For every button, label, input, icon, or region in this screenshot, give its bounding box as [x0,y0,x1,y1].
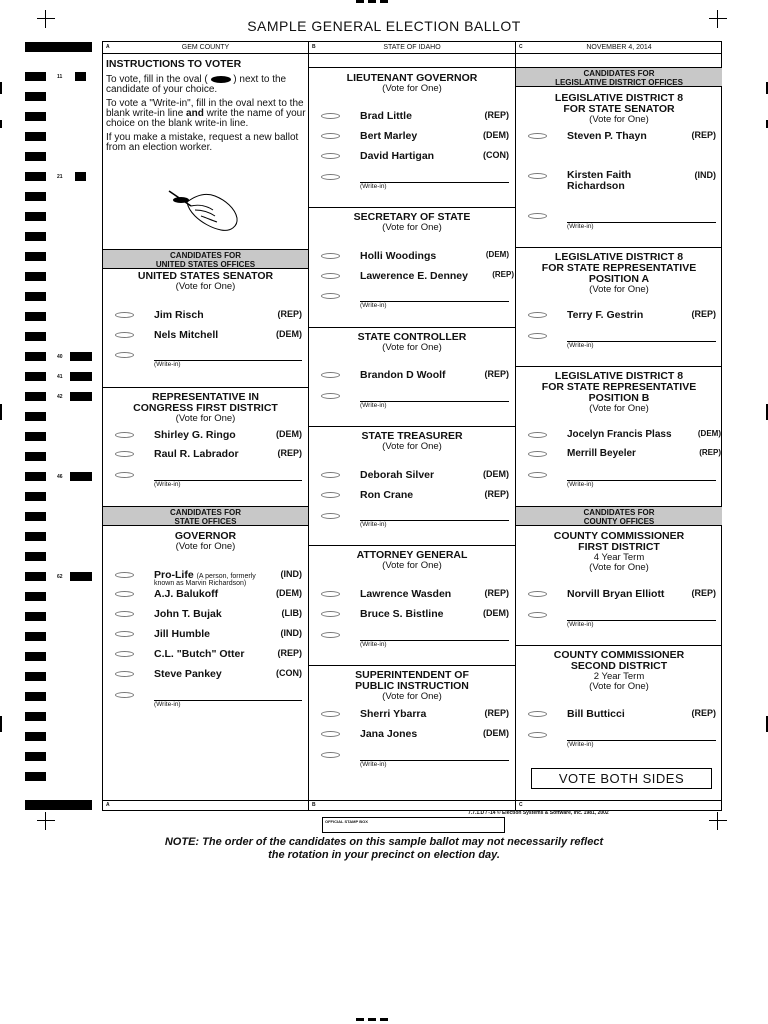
candidate-norvill-elliott[interactable] [516,588,722,602]
vote-oval[interactable] [115,332,134,338]
vote-for-one: (Vote for One) [589,681,649,692]
candidate-party: (DEM) [483,608,509,618]
race-divider [516,247,722,248]
candidate-david-hartigan[interactable] [309,150,515,164]
candidate-party: (DEM) [276,429,302,439]
write-in-treasurer[interactable] [309,510,515,524]
candidate-party: (DEM) [276,588,302,598]
candidate-name: Bill Butticci [567,708,625,720]
election-date: NOVEMBER 4, 2014 [586,44,652,51]
timing-mark [25,512,46,521]
write-in-label: (Write-in) [360,402,387,409]
race-divider [309,67,515,68]
timing-mark [25,132,46,141]
candidate-deborah-silver[interactable] [309,469,515,483]
edge-mark [0,120,2,128]
vote-oval[interactable] [321,492,340,498]
write-in-label: (Write-in) [154,701,181,708]
race-divider [309,665,515,666]
write-in-label: (Write-in) [360,183,387,190]
candidate-name: Shirley G. Ringo [154,429,236,441]
row-number: 42 [57,394,63,400]
state-name: STATE OF IDAHO [383,44,441,51]
candidate-bert-marley[interactable] [309,130,515,144]
race-divider [309,426,515,427]
row-mark [75,172,86,181]
column-a-footer: A [103,800,308,810]
vote-oval[interactable] [528,173,547,179]
timing-mark [25,592,46,601]
race-divider [516,366,722,367]
candidate-name: Norvill Bryan Elliott [567,588,665,600]
vote-oval[interactable] [321,591,340,597]
race-title: SECRETARY OF STATE [353,211,471,223]
ballot-title: SAMPLE GENERAL ELECTION BALLOT [247,18,521,34]
candidate-shirley-ringo[interactable] [103,429,308,443]
vote-oval[interactable] [115,451,134,457]
vote-oval[interactable] [115,692,134,698]
write-in-label: (Write-in) [154,481,181,488]
vote-oval[interactable] [321,372,340,378]
candidate-party: (REP) [484,588,509,598]
candidate-party: (REP) [492,270,514,279]
candidate-party: (REP) [699,448,721,457]
registration-crosshair-bottom-right [709,812,727,830]
race-divider [309,327,515,328]
candidate-name: Holli Woodings [360,250,437,262]
column-c-footer: C [516,800,722,810]
vote-oval[interactable] [528,472,547,478]
race-title: UNITED STATES SENATOR [137,270,274,282]
vote-for-one: (Vote for One) [382,691,442,702]
candidate-party: (IND) [694,170,716,180]
race-divider [309,545,515,546]
candidate-name: Bert Marley [360,130,418,142]
candidate-name: Brad Little [360,110,412,122]
edge-mark [0,404,2,420]
column-letter: C [519,44,523,50]
candidate-holli-woodings[interactable] [309,250,515,264]
vote-for-one: (Vote for One) [175,281,236,292]
candidate-aj-balukoff[interactable] [103,588,308,602]
vote-oval[interactable] [528,732,547,738]
vote-oval[interactable] [321,632,340,638]
candidate-steven-thayn[interactable] [516,130,722,144]
candidate-party: (REP) [484,110,509,120]
race-title: COUNTY COMMISSIONER FIRST DISTRICT [553,530,685,553]
candidate-party: (IND) [280,628,302,638]
race-governor [103,531,308,552]
candidate-name: Deborah Silver [360,469,435,481]
candidate-party: (REP) [691,588,716,598]
write-in-label: (Write-in) [360,641,387,648]
timing-mark [25,612,46,621]
bottom-center-mark [380,1018,388,1021]
vote-for-one: (Vote for One) [589,403,649,414]
candidate-kirsten-richardson[interactable] [516,170,722,196]
race-state-rep-b-d8 [516,371,722,414]
category-federal-header: CANDIDATES FOR UNITED STATES OFFICES [103,249,308,269]
timing-mark [25,112,46,121]
category-state-header: CANDIDATES FOR STATE OFFICES [103,506,308,526]
top-center-mark [356,0,364,3]
vote-oval[interactable] [321,472,340,478]
candidate-name: Jill Humble [154,628,211,640]
row-number: 40 [57,354,63,360]
write-in-label: (Write-in) [360,521,387,528]
row-mark [70,472,92,481]
timing-mark [25,712,46,721]
candidate-party: (REP) [691,708,716,718]
timing-mark [25,292,46,301]
write-in-label: (Write-in) [567,342,594,349]
candidate-merrill-beyeler[interactable] [516,448,722,462]
timing-mark [25,172,46,181]
vote-oval[interactable] [115,432,134,438]
vote-oval[interactable] [321,752,340,758]
instructions-p1: To vote, fill in the oval ( ) next to the candidate of your choice. [106,74,287,95]
candidate-ron-crane[interactable] [309,489,515,503]
timing-mark [25,572,46,581]
candidate-name: Pro-Life (A person, formerly [154,569,256,581]
timing-mark [25,192,46,201]
candidate-name: Kirsten Faith Richardson [567,169,632,192]
candidate-party: (DEM) [276,329,302,339]
timing-mark [25,232,46,241]
hand-filling-oval-icon [161,188,245,238]
instructions-p3: If you make a mistake, request a new ballot from an election worker. [106,132,299,153]
bottom-center-mark [356,1018,364,1021]
candidate-party: (REP) [277,448,302,458]
top-center-mark [368,0,376,3]
row-mark [70,572,92,581]
race-lt-governor [309,73,515,94]
registration-crosshair-bottom-left [37,812,55,830]
timing-mark [25,772,46,781]
candidate-raul-labrador[interactable] [103,448,308,462]
row-mark [70,352,92,361]
column-a-header [103,42,308,54]
candidate-name: Sherri Ybarra [360,708,427,720]
vote-oval[interactable] [321,253,340,259]
column-c-header [516,42,722,54]
candidate-party: (REP) [484,369,509,379]
row-number: 21 [57,174,63,180]
candidate-jocelyn-plass[interactable] [516,429,722,443]
vote-for-one: (Vote for One) [382,560,442,571]
race-title: LEGISLATIVE DISTRICT 8 FOR STATE REPRESENTATIVE POSITION A [541,251,697,285]
voter-instructions [106,58,306,153]
column-b-footer: B [309,800,515,810]
candidate-name: David Hartigan [360,150,435,162]
vote-oval[interactable] [115,651,134,657]
candidate-party: (DEM) [483,130,509,140]
timing-mark [25,152,46,161]
vote-oval[interactable] [528,213,547,219]
candidate-party: (CON) [483,150,509,160]
candidate-party: (REP) [484,489,509,499]
vote-oval[interactable] [321,731,340,737]
write-in-label: (Write-in) [567,481,594,488]
timing-mark [25,352,46,361]
term-length: 4 Year Term [593,552,645,563]
row-number: 11 [57,74,63,80]
candidate-name: Jocelyn Francis Plass [567,429,672,440]
race-title: STATE CONTROLLER [357,331,467,343]
vote-for-one: (Vote for One) [589,562,649,573]
candidate-name: Ron Crane [360,489,414,501]
vote-for-one: (Vote for One) [589,284,649,295]
vote-oval[interactable] [321,273,340,279]
vote-oval[interactable] [115,591,134,597]
vote-oval[interactable] [321,711,340,717]
candidate-name: Steven P. Thayn [567,130,647,142]
column-c [516,42,722,810]
race-state-treasurer [309,431,515,452]
timing-mark-bottom [25,800,92,810]
column-a [103,42,309,810]
race-superintendent [309,670,515,702]
candidate-name: Jim Risch [154,309,204,321]
vote-oval[interactable] [528,432,547,438]
write-in-label: (Write-in) [360,302,387,309]
timing-mark-top [25,42,92,52]
timing-mark [25,432,46,441]
edge-mark [0,82,2,94]
candidate-party: (REP) [484,708,509,718]
vote-oval[interactable] [528,133,547,139]
race-state-controller [309,332,515,353]
timing-mark [25,532,46,541]
vote-for-one: (Vote for One) [589,114,649,125]
candidate-party: (DEM) [485,250,509,259]
vote-oval[interactable] [321,113,340,119]
filled-oval-icon [211,76,231,83]
bottom-center-mark [368,1018,376,1021]
vote-both-sides-notice: VOTE BOTH SIDES [531,768,712,789]
write-in-label: (Write-in) [154,361,181,368]
race-congress [103,392,308,424]
candidate-party: (IND) [280,569,302,579]
candidate-party: (DEM) [697,429,721,438]
candidate-party: (DEM) [483,728,509,738]
candidate-pro-life[interactable] [103,569,308,589]
candidate-name: A.J. Balukoff [154,588,219,600]
timing-mark [25,72,46,81]
race-state-senator-d8 [516,93,722,125]
write-in-label: (Write-in) [360,761,387,768]
candidate-name: Lawrence Wasden [360,588,452,600]
candidate-bill-butticci[interactable] [516,708,722,722]
candidate-name: Merrill Beyeler [567,448,636,459]
vote-for-one: (Vote for One) [382,441,442,452]
race-title: LEGISLATIVE DISTRICT 8 FOR STATE REPRESENTATIVE POSITION B [541,370,697,404]
instructions-p2: To vote a "Write-in", fill in the oval next to the blank write-in line and write the name of your choice on the blank write-in line. [106,98,306,129]
timing-mark [25,652,46,661]
category-legislative-header: CANDIDATES FOR LEGISLATIVE DISTRICT OFFICES [516,67,722,87]
race-title: GOVERNOR [174,530,237,542]
vote-oval[interactable] [115,611,134,617]
candidate-note: known as Marvin Richardson) [154,580,247,587]
race-secretary-of-state [309,212,515,233]
race-divider [516,645,722,646]
candidate-name: Brandon D Woolf [360,369,446,381]
vote-oval[interactable] [115,472,134,478]
candidate-jim-risch[interactable] [103,309,308,323]
row-mark [70,392,92,401]
race-us-senator [103,271,308,292]
candidate-lawrence-wasden[interactable] [309,588,515,602]
race-divider [309,207,515,208]
candidate-butch-otter[interactable] [103,648,308,662]
race-state-rep-a-d8 [516,252,722,295]
candidate-name: John T. Bujak [154,608,222,620]
candidate-party: (LIB) [281,608,302,618]
timing-mark [25,552,46,561]
timing-mark [25,272,46,281]
row-number: 46 [57,474,63,480]
vote-oval[interactable] [321,393,340,399]
timing-mark [25,752,46,761]
vote-for-one: (Vote for One) [382,83,442,94]
candidate-terry-gestrin[interactable] [516,309,722,323]
timing-mark [25,692,46,701]
candidate-john-bujak[interactable] [103,608,308,622]
term-length: 2 Year Term [593,671,645,682]
race-divider [103,387,308,388]
candidate-sherri-ybarra[interactable] [309,708,515,722]
vote-oval[interactable] [528,451,547,457]
race-title: LIEUTENANT GOVERNOR [346,72,478,84]
timing-mark [25,472,46,481]
write-in-label: (Write-in) [567,223,594,230]
candidate-steve-pankey[interactable] [103,668,308,682]
timing-mark [25,392,46,401]
vote-for-one: (Vote for One) [382,222,442,233]
column-letter: B [312,44,316,50]
candidate-name: Jana Jones [360,728,418,740]
vote-oval[interactable] [528,333,547,339]
county-name: GEM COUNTY [181,44,230,51]
rotation-note: NOTE: The order of the candidates on this sample ballot may not necessarily reflect the rotation in your precinct on election day. [164,836,604,861]
timing-mark [25,372,46,381]
instructions-heading: INSTRUCTIONS TO VOTER [106,58,242,70]
vote-oval[interactable] [321,513,340,519]
candidate-name: C.L. "Butch" Otter [154,648,245,660]
timing-mark [25,632,46,641]
vote-oval[interactable] [321,174,340,180]
edge-mark [0,716,2,732]
candidate-name: Steve Pankey [154,668,222,680]
vote-oval[interactable] [115,631,134,637]
candidate-party: (DEM) [483,469,509,479]
vote-oval[interactable] [321,133,340,139]
top-center-mark [380,0,388,3]
vote-for-one: (Vote for One) [175,541,236,552]
candidate-jana-jones[interactable] [309,728,515,742]
timing-mark [25,412,46,421]
race-title: COUNTY COMMISSIONER SECOND DISTRICT [553,649,685,672]
race-commissioner-1 [516,531,722,573]
candidate-bruce-bistline[interactable] [309,608,515,622]
timing-mark [25,212,46,221]
vote-oval[interactable] [321,611,340,617]
race-title: SUPERINTENDENT OF PUBLIC INSTRUCTION [355,669,469,692]
candidate-name: Raul R. Labrador [154,448,239,460]
candidate-brad-little[interactable] [309,110,515,124]
official-stamp-box: OFFICIAL STAMP BOX [322,817,505,833]
race-attorney-general [309,550,515,571]
row-mark [70,372,92,381]
timing-mark [25,492,46,501]
timing-mark [25,332,46,341]
registration-crosshair-top-left [37,10,55,28]
write-in-label: (Write-in) [567,741,594,748]
candidate-party: (REP) [277,309,302,319]
candidate-jill-humble[interactable] [103,628,308,642]
vote-for-one: (Vote for One) [382,342,442,353]
write-in-label: (Write-in) [567,621,594,628]
column-letter: A [106,44,110,50]
race-title: LEGISLATIVE DISTRICT 8 FOR STATE SENATOR [554,92,684,115]
candidate-nels-mitchell[interactable] [103,329,308,343]
category-county-header: CANDIDATES FOR COUNTY OFFICES [516,506,722,526]
row-number: 62 [57,574,63,580]
candidate-brandon-woolf[interactable] [309,369,515,383]
registration-crosshair-top-right [709,10,727,28]
candidate-party: (CON) [276,668,302,678]
vote-oval[interactable] [321,153,340,159]
race-title: STATE TREASURER [361,430,463,442]
candidate-name: Terry F. Gestrin [567,309,644,321]
copyright-line: 7.7.1.D / -14 © Election Systems & Software, Inc. 1981, 2002 [468,810,609,816]
race-commissioner-2 [516,650,722,692]
vote-oval[interactable] [528,591,547,597]
timing-mark [25,452,46,461]
vote-oval[interactable] [115,671,134,677]
race-title: REPRESENTATIVE IN CONGRESS FIRST DISTRICT [133,391,278,414]
candidate-name: Nels Mitchell [154,329,219,341]
candidate-lawerence-denney[interactable] [309,270,515,284]
row-mark [75,72,86,81]
timing-mark [25,312,46,321]
timing-mark [25,92,46,101]
vote-oval[interactable] [528,711,547,717]
column-b [309,42,516,810]
vote-for-one: (Vote for One) [175,413,236,424]
candidate-party: (REP) [691,130,716,140]
vote-oval[interactable] [115,572,134,578]
vote-oval[interactable] [115,352,134,358]
candidate-name: Bruce S. Bistline [360,608,444,620]
row-number: 41 [57,374,63,380]
vote-oval[interactable] [115,312,134,318]
vote-oval[interactable] [321,293,340,299]
vote-oval[interactable] [528,312,547,318]
candidate-party: (REP) [691,309,716,319]
timing-mark [25,252,46,261]
vote-oval[interactable] [528,612,547,618]
timing-mark [25,732,46,741]
candidate-name: Lawerence E. Denney [360,270,468,282]
candidate-party: (REP) [277,648,302,658]
ballot-body [102,41,722,811]
timing-mark [25,672,46,681]
race-title: ATTORNEY GENERAL [356,549,468,561]
column-b-header [309,42,515,54]
